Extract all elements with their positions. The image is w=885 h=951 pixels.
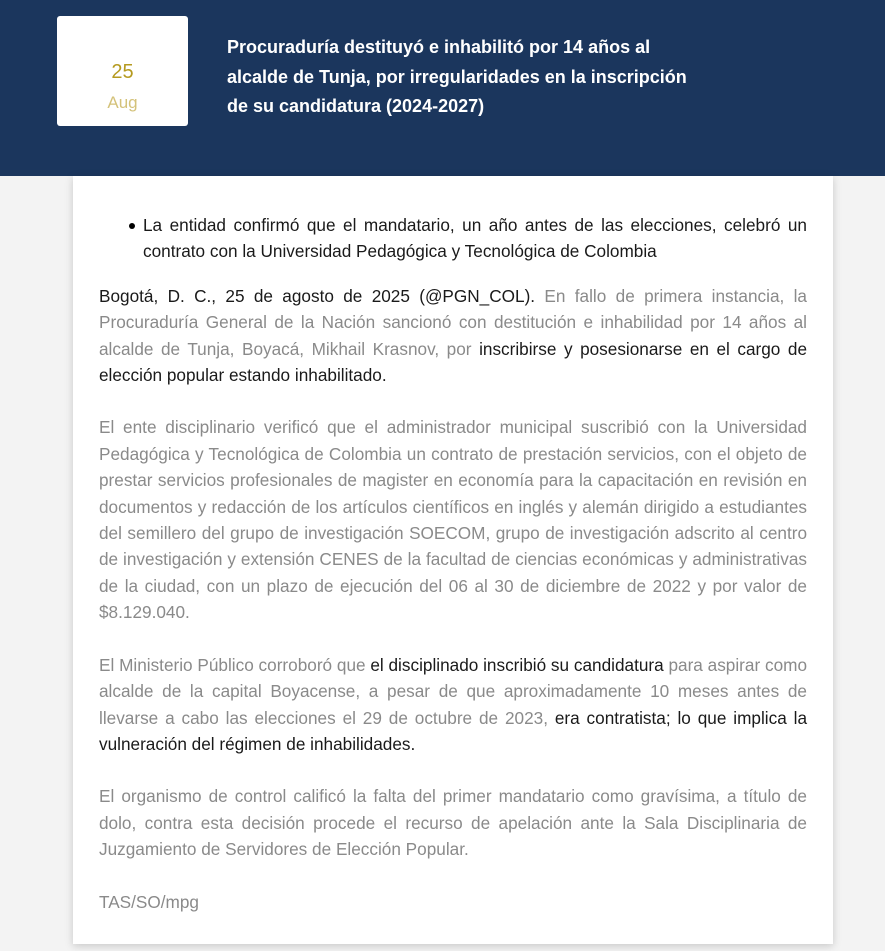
- date-month: Aug: [107, 93, 138, 112]
- paragraph-ministry: [99, 652, 807, 758]
- dateline: Bogotá, D. C., 25 de agosto de 2025 (@PGN_COL).: [99, 285, 536, 306]
- summary-list: [99, 212, 807, 265]
- paragraph-contract: El ente disciplinario verificó que el administrador municipal suscribió con la Universidad Pedagógica y Tecnológica de Colombia un contrato de prestación servicios, con el objeto de prestar servicios profesionales de magister en economía para la capacitación en revisión en documentos y redacción de los artículos científicos en inglés y alemán dirigido a estudiantes del semillero del grupo de investigación SOECOM, grupo de investigación adscrito al centro de investigación y extensión CENES de la facultad de ciencias económicas y administrativas de la ciudad, con un plazo de ejecución del 06 al 30 de diciembre de 2022 y por valor de $8.129.040.: [99, 417, 807, 623]
- paragraph-ministry-c: para aspirar como alcalde de la capital Boyacense, a pesar de que aproximadamente 10 meses antes de llevarse a cabo las elecciones el 29 de octubre de 2023,: [99, 654, 807, 728]
- paragraph-ministry-b: el disciplinado inscribió su candidatura: [370, 654, 664, 675]
- paragraph-ministry-d: era contratista; lo que implica la vulneración del régimen de inhabilidades.: [99, 707, 807, 754]
- article-headline: Procuraduría destituyó e inhabilitó por 14 años al alcalde de Tunja, por irregularidades en la inscripción de su candidatura (2024-2027): [227, 37, 687, 116]
- summary-bullet-text: La entidad confirmó que el mandatario, un año antes de las elecciones, celebró un contrato con la Universidad Pedagógica y Tecnológica de Colombia: [143, 215, 807, 262]
- paragraph-ministry-a: El Ministerio Público corroboró que: [99, 654, 371, 675]
- date-day: 25: [111, 61, 134, 83]
- bullet-dot-icon: [129, 223, 135, 229]
- paragraph-lead-body: En fallo de primera instancia, la Procuraduría General de la Nación sancionó con destitución e inhabilidad por 14 años al alcalde de Tunja, Boyacá, Mikhail Krasnov, por: [99, 285, 807, 359]
- date-badge: [57, 16, 188, 126]
- paragraph-lead: [99, 283, 807, 389]
- paragraph-ruling: El organismo de control calificó la falta del primer mandatario como gravísima, a título de dolo, contra esta decisión procede el recurso de apelación ante la Sala Disciplinaria de Juzgamiento de Servidores de Elección Popular.: [99, 786, 807, 860]
- article-header: [0, 0, 885, 176]
- summary-bullet: [143, 212, 807, 265]
- article-body: [99, 212, 807, 915]
- article-card: [73, 176, 833, 944]
- paragraph-lead-emphasis: inscribirse y posesionarse en el cargo de elección popular estando inhabilitado.: [99, 338, 808, 386]
- signature: TAS/SO/mpg: [99, 891, 199, 912]
